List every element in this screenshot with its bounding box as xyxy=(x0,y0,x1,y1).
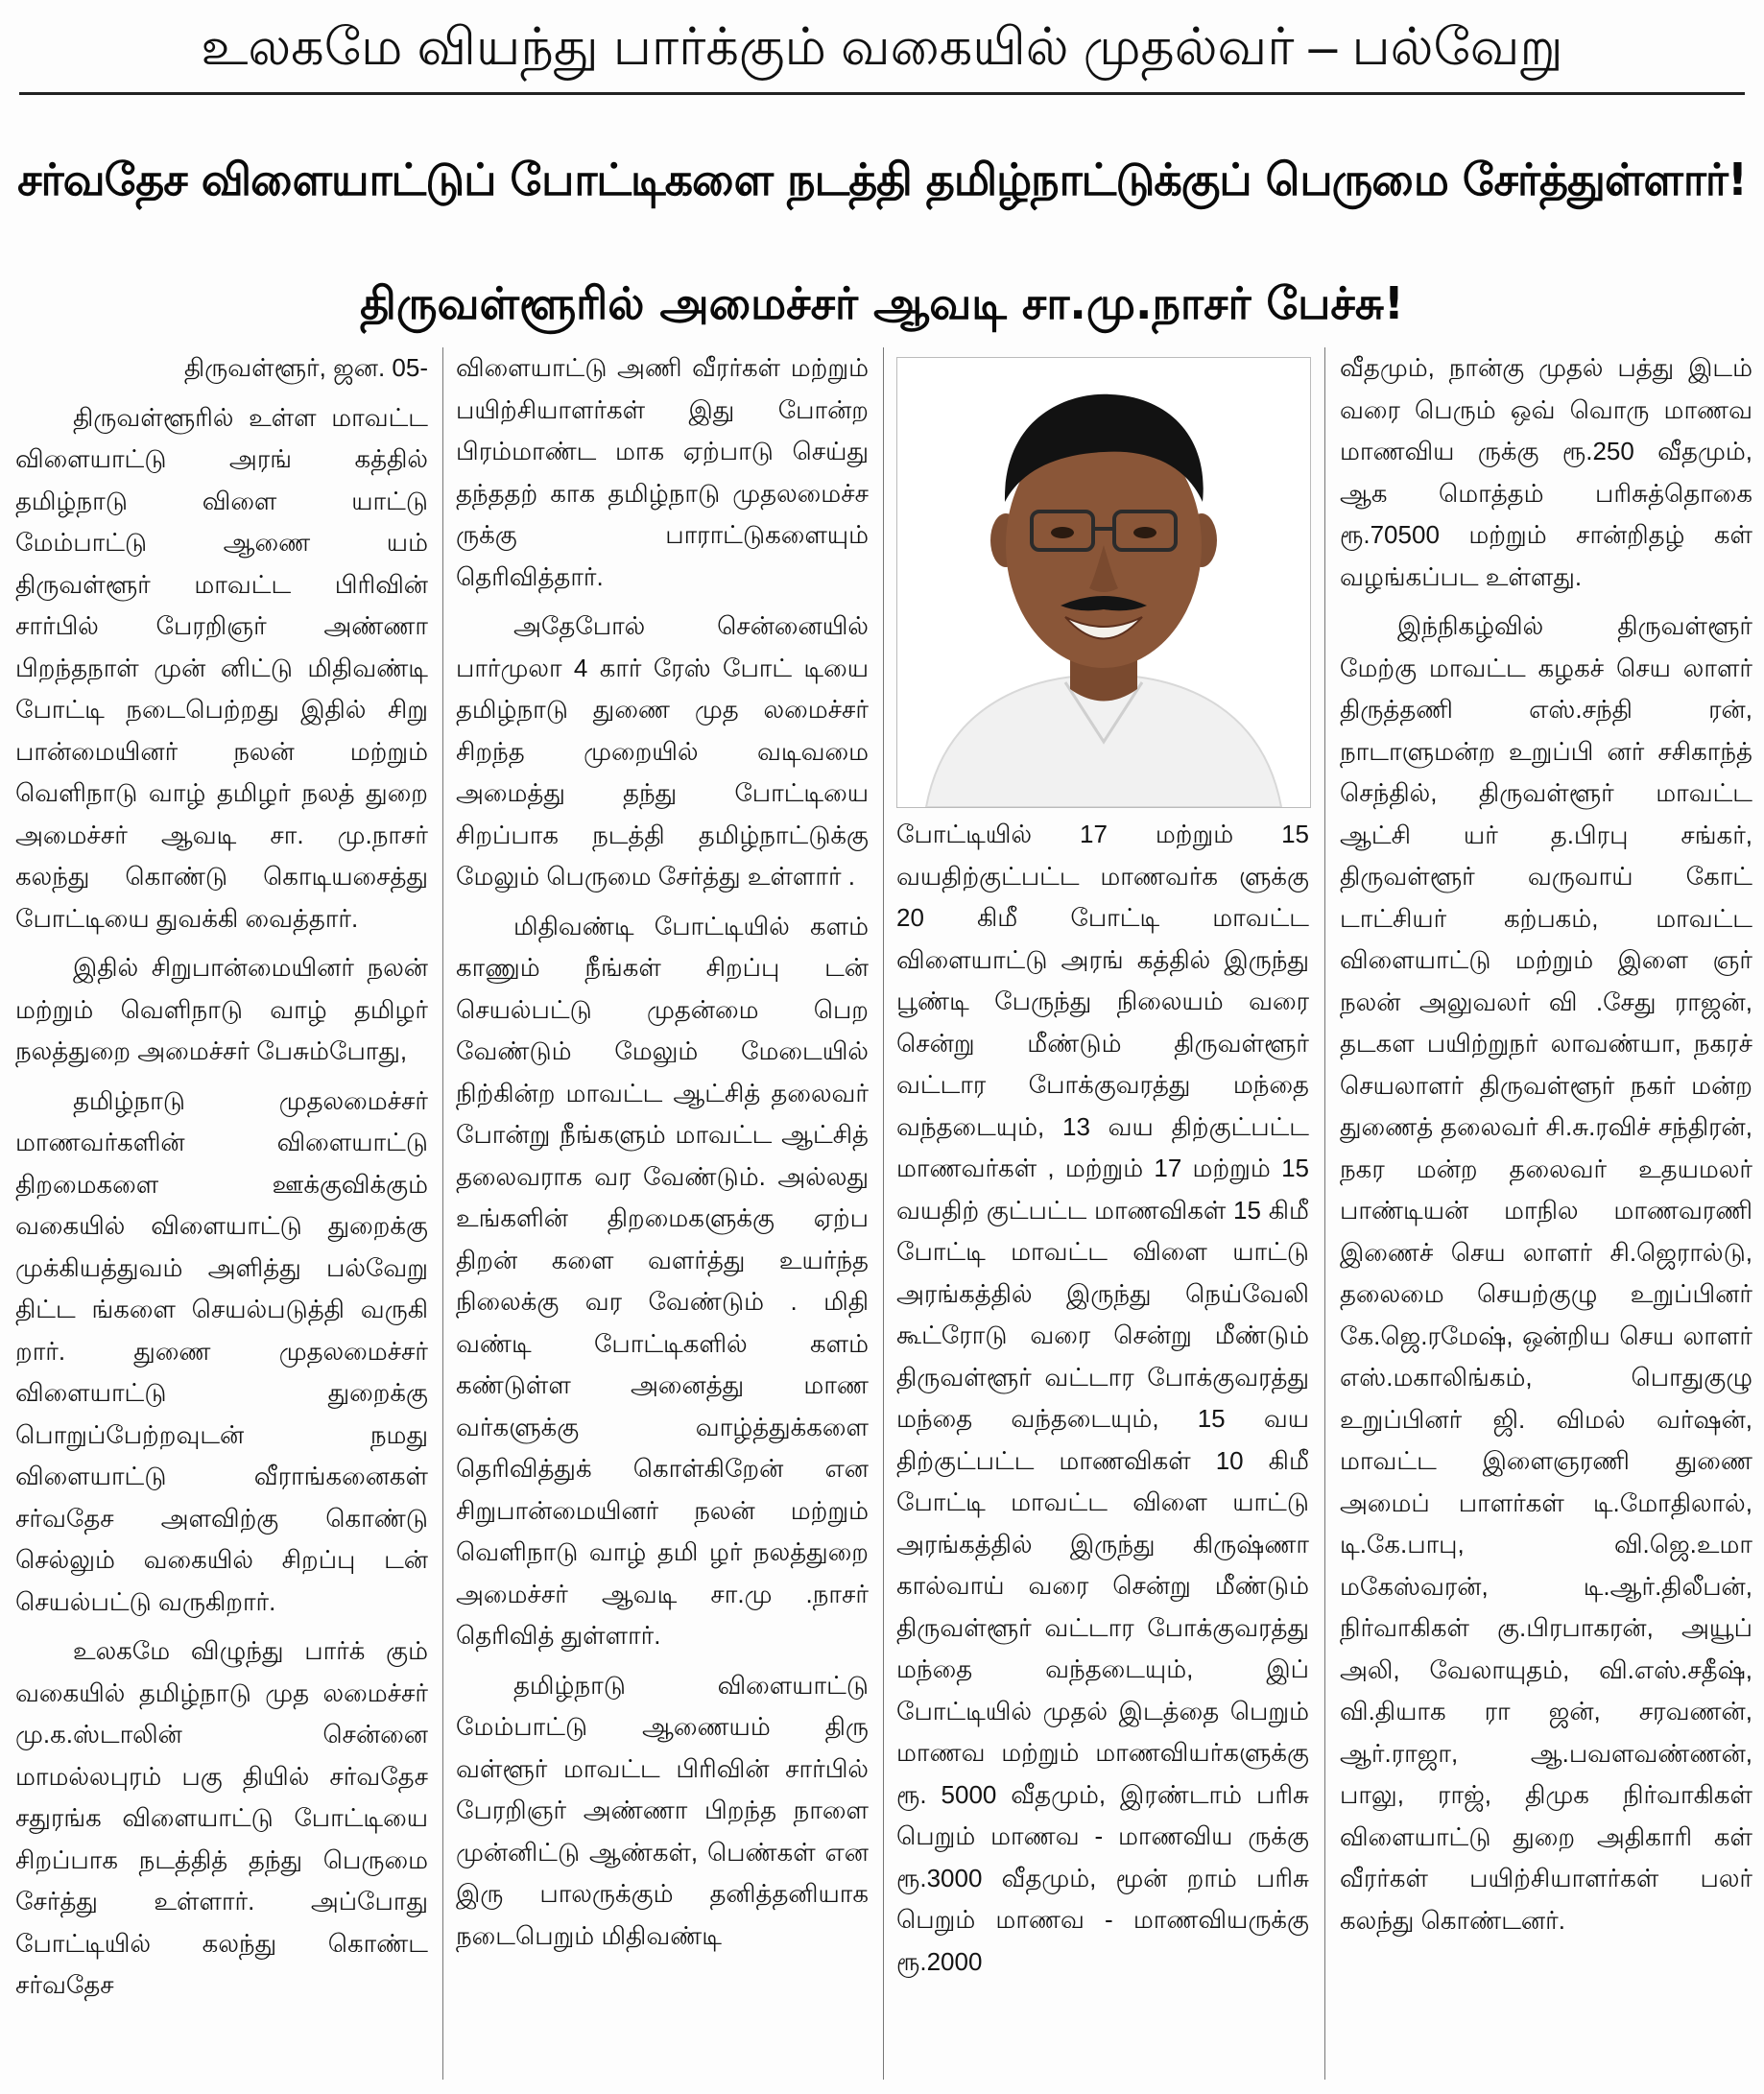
minister-portrait-photo xyxy=(896,357,1311,808)
paragraph: தமிழ்நாடு விளையாட்டு மேம்பாட்டு ஆணையம் திரு வள்ளூர் மாவட்ட பிரிவின் சார்பில் பேரறிஞர் அண்ணா பிறந்த நாளை முன்னிட்டு ஆண்கள், பெண்கள் என இரு பாலருக்கும் தனித்தனியாக நடைபெறும் மிதிவண்டி xyxy=(456,1670,869,1950)
column-divider xyxy=(883,347,884,2080)
paragraph: மிதிவண்டி போட்டியில் களம் காணும் நீங்கள் சிறப்பு டன் செயல்பட்டு முதன்மை பெற வேண்டும் மேலும் மேடையில் நிற்கின்ற மாவட்ட ஆட்சித் தலைவர் போன்று நீங்களும் மாவட்ட ஆட்சித் தலைவராக வர வேண்டும். அல்லது உங்களின் திறமைகளுக்கு ஏற்ப திறன் களை வளர்த்து உயர்ந்த நிலைக்கு வர வேண்டும் . மிதி வண்டி போட்டிகளில் களம் கண்டுள்ள அனைத்து மாண வர்களுக்கு வாழ்த்துக்களை தெரிவித்துக் கொள்கிறேன் என சிறுபான்மையினர் நலன் மற்றும் வெளிநாடு வாழ் தமி ழர் நலத்துறை அமைச்சர் ஆவடி சா.மு .நாசர் தெரிவித் துள்ளார். xyxy=(456,911,869,1650)
paragraph: உலகமே விழுந்து பார்க் கும் வகையில் தமிழ்நாடு முத லமைச்சர் மு.க.ஸ்டாலின் சென்னை மாமல்லபுரம் பகு தியில் சர்வதேச சதுரங்க விளையாட்டு போட்டியை சிறப்பாக நடத்தித் தந்து பெருமை சேர்த்து உள்ளார். அப்போது போட்டியில் கலந்து கொண்ட சர்வதேச xyxy=(15,1636,428,1999)
kicker-rule xyxy=(19,92,1745,95)
paragraph: விளையாட்டு அணி வீரர்கள் மற்றும் பயிற்சியாளர்கள் இது போன்ற பிரம்மாண்ட மாக ஏற்பாடு செய்து தந்ததற் காக தமிழ்நாடு முதலமைச்ச ருக்கு பாராட்டுகளையும் தெரிவித்தார். xyxy=(456,353,869,591)
paragraph: போட்டியில் 17 மற்றும் 15 வயதிற்குட்பட்ட மாணவர்க ளுக்கு 20 கிமீ போட்டி மாவட்ட விளையாட்டு அரங் கத்தில் இருந்து பூண்டி பேருந்து நிலையம் வரை சென்று மீண்டும் திருவள்ளூர் வட்டார போக்குவரத்து மந்தை வந்தடையும், 13 வய திற்குட்பட்ட மாணவர்கள் , மற்றும் 17 மற்றும் 15 வயதிற் குட்பட்ட மாணவிகள் 15 கிமீ போட்டி மாவட்ட விளை யாட்டு அரங்கத்தில் இருந்து நெய்வேலி கூட்ரோடு வரை சென்று மீண்டும் திருவள்ளூர் வட்டார போக்குவரத்து மந்தை வந்தடையும், 15 வய திற்குட்பட்ட மாணவிகள் 10 கிமீ போட்டி மாவட்ட விளை யாட்டு அரங்கத்தில் இருந்து கிருஷ்ணா கால்வாய் வரை சென்று மீண்டும் திருவள்ளூர் வட்டார போக்குவரத்து மந்தை வந்தடையும், இப் போட்டியில் முதல் இடத்தை பெறும் மாணவ மற்றும் மாணவியர்களுக்கு ரூ. 5000 வீதமும், இரண்டாம் பரிசு பெறும் மாணவ - மாணவிய ருக்கு ரூ.3000 வீதமும், மூன் றாம் பரிசு பெறும் மாணவ - மாணவியருக்கு ரூ.2000 xyxy=(896,820,1309,1976)
article-column-4 xyxy=(1340,347,1752,2080)
column-divider xyxy=(442,347,443,2080)
paragraph: இந்நிகழ்வில் திருவள்ளூர் மேற்கு மாவட்ட கழகச் செய லாளர் திருத்தணி எஸ்.சந்தி ரன், நாடாளுமன்ற உறுப்பி னர் சசிகாந்த் செந்தில், திருவள்ளூர் மாவட்ட ஆட்சி யர் த.பிரபு சங்கர், திருவள்ளூர் வருவாய் கோட் டாட்சியர் கற்பகம், மாவட்ட விளையாட்டு மற்றும் இளை ஞர் நலன் அலுவலர் வி .சேது ராஜன், தடகள பயிற்றுநர் லாவண்யா, நகரச் செயலாளர் திருவள்ளூர் நகர் மன்ற துணைத் தலைவர் சி.சு.ரவிச் சந்திரன், நகர மன்ற தலைவர் உதயமலர் பாண்டியன் மாநில மாணவரணி இணைச் செய லாளர் சி.ஜெரால்டு, தலைமை செயற்குழு உறுப்பினர் கே.ஜெ.ரமேஷ், ஒன்றிய செய லாளர் எஸ்.மகாலிங்கம், பொதுகுழு உறுப்பினர் ஜி. விமல் வர்ஷன், மாவட்ட இளைஞரணி துணை அமைப் பாளர்கள் டி.மோதிலால், டி.கே.பாபு, வி.ஜெ.உமா மகேஸ்வரன், டி.ஆர்.திலீபன், நிர்வாகிகள் கு.பிரபாகரன், அயூப் அலி, வேலாயுதம், வி.எஸ்.சதீஷ், வி.தியாக ரா ஜன், சரவணன், ஆர்.ராஜா, ஆ.பவளவண்ணன், பாலு, ராஜ், திமுக நிர்வாகிகள் விளையாட்டு துறை அதிகாரி கள் வீரர்கள் பயிற்சியாளர்கள் பலர் கலந்து கொண்டனர். xyxy=(1340,611,1752,1935)
article-column-3 xyxy=(896,814,1309,2080)
portrait-illustration xyxy=(897,358,1310,807)
paragraph: வீதமும், நான்கு முதல் பத்து இடம் வரை பெரும் ஒவ் வொரு மாணவ மாணவிய ருக்கு ரூ.250 வீதமும், ஆக மொத்தம் பரிசுத்தொகை ரூ.70500 மற்றும் சான்றிதழ் கள் வழங்கப்பட உள்ளது. xyxy=(1340,353,1752,591)
paragraph: இதில் சிறுபான்மையினர் நலன் மற்றும் வெளிநாடு வாழ் தமிழர் நலத்துறை அமைச்சர் பேசும்போது, xyxy=(15,953,428,1065)
article-column-1 xyxy=(15,347,428,2080)
paragraph: தமிழ்நாடு முதலமைச்சர் மாணவர்களின் விளையாட்டு திறமைகளை ஊக்குவிக்கும் வகையில் விளையாட்டு துறைக்கு முக்கியத்துவம் அளித்து பல்வேறு திட்ட ங்களை செயல்படுத்தி வருகி றார். துணை முதலமைச்சர் விளையாட்டு துறைக்கு பொறுப்பேற்றவுடன் நமது விளையாட்டு வீராங்கனைகள் சர்வதேச அளவிற்கு கொண்டு செல்லும் வகையில் சிறப்பு டன் செயல்பட்டு வருகிறார். xyxy=(15,1085,428,1616)
kicker-headline: உலகமே வியந்து பார்க்கும் வகையில் முதல்வர் – பல்வேறு xyxy=(201,18,1563,76)
column-divider xyxy=(1324,347,1325,2080)
dateline: திருவள்ளூர், ஜன. 05- xyxy=(183,353,428,382)
paragraph: திருவள்ளூரில் உள்ள மாவட்ட விளையாட்டு அரங் கத்தில் தமிழ்நாடு விளை யாட்டு மேம்பாட்டு ஆணை யம் திருவள்ளூர் மாவட்ட பிரிவின் சார்பில் பேரறிஞர் அண்ணா பிறந்தநாள் முன் னிட்டு மிதிவண்டி போட்டி நடைபெற்றது இதில் சிறு பான்மையினர் நலன் மற்றும் வெளிநாடு வாழ் தமிழர் நலத் துறை அமைச்சர் ஆவடி சா. மு.நாசர் கலந்து கொண்டு கொடியசைத்து போட்டியை துவக்கி வைத்தார். xyxy=(15,402,428,933)
article-column-2 xyxy=(456,347,869,2080)
sub-headline: திருவள்ளூரில் அமைச்சர் ஆவடி சா.மு.நாசர் பேச்சு! xyxy=(360,277,1404,329)
paragraph: அதேபோல் சென்னையில் பார்முலா 4 கார் ரேஸ் போட் டியை தமிழ்நாடு துணை முத லமைச்சர் சிறந்த முறையில் வடிவமை அமைத்து தந்து போட்டியை சிறப்பாக நடத்தி தமிழ்நாட்டுக்கு மேலும் பெருமை சேர்த்து உள்ளார் . xyxy=(456,611,869,891)
main-headline: சர்வதேச விளையாட்டுப் போட்டிகளை நடத்தி தமிழ்நாட்டுக்குப் பெருமை சேர்த்துள்ளார்! xyxy=(17,154,1747,205)
